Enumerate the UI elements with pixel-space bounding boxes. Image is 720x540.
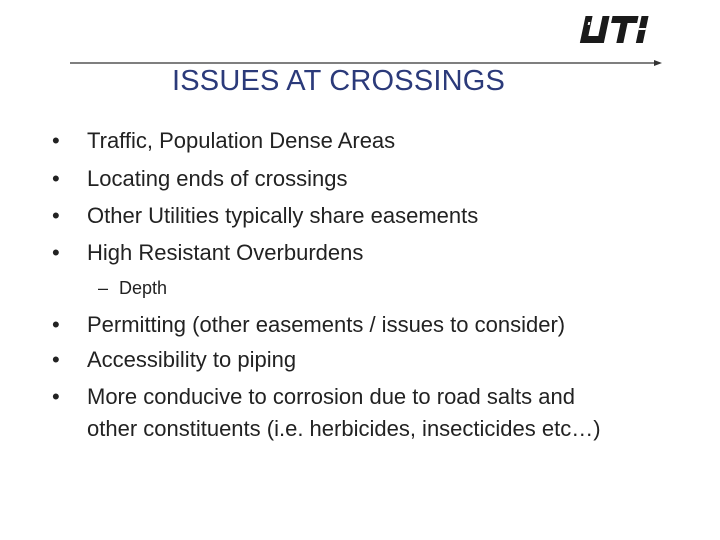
sub-bullet-marker: – [98,278,109,298]
bullet-text: Locating ends of crossings [87,166,348,191]
uti-logo [576,14,662,48]
bullet-text: More conducive to corrosion due to road salts and [87,384,575,409]
bullet-text: Accessibility to piping [87,347,297,372]
bullet-marker: • [52,384,60,409]
bullet-text: High Resistant Overburdens [87,240,364,265]
bullet-marker: • [52,203,60,228]
sub-bullet-text: Depth [119,278,168,298]
bullet-marker: • [52,128,60,153]
bullet-marker: • [52,312,60,337]
bullet-marker: • [52,240,60,265]
bullet-continuation: other constituents (i.e. herbicides, insecticides etc…) [87,416,601,441]
bullet-marker: • [52,347,60,372]
bullet-text: Other Utilities typically share easements [87,203,479,228]
bullet-text: Traffic, Population Dense Areas [87,128,396,153]
bullet-text: Permitting (other easements / issues to consider) [87,312,566,337]
bullet-marker: • [52,166,60,191]
slide-title: ISSUES AT CROSSINGS [172,65,506,97]
